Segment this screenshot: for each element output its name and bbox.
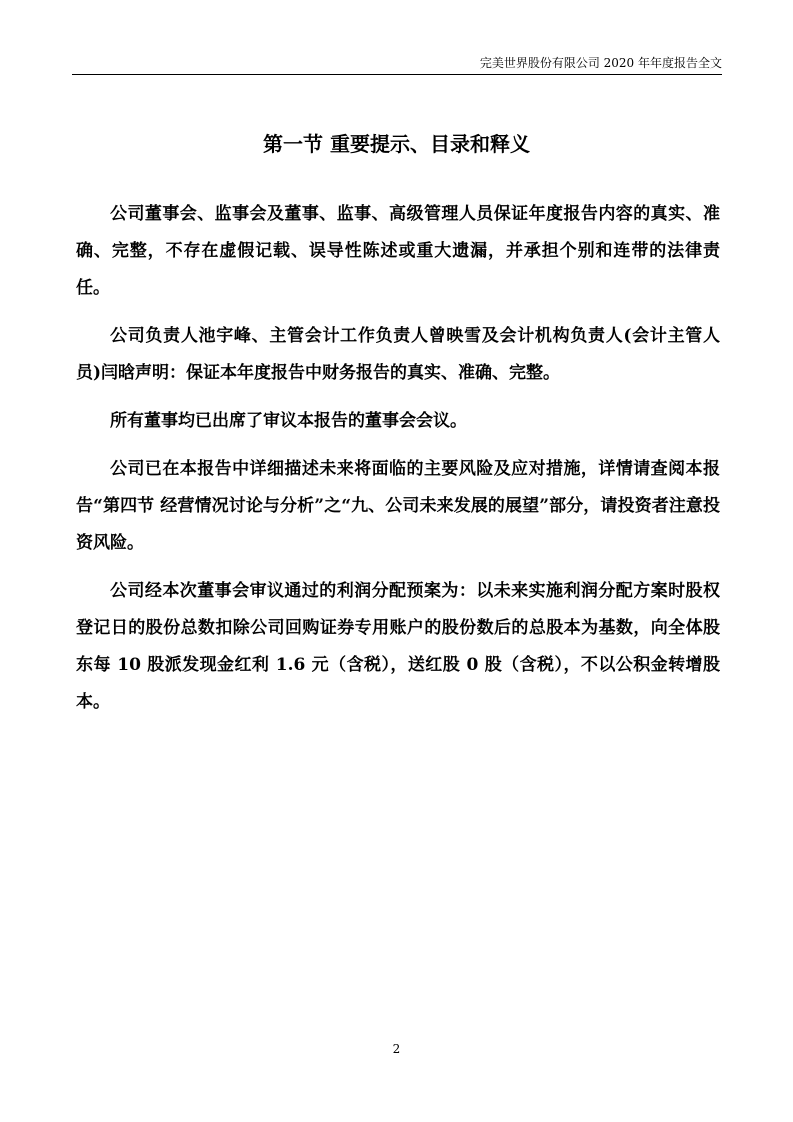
- section-title: 第一节 重要提示、目录和释义: [263, 132, 530, 156]
- paragraph-financial-declaration: 公司负责人池宇峰、主管会计工作负责人曾映雪及会计机构负责人(会计主管人员)闫晗声明：保证本年度报告中财务报告的真实、准确、完整。: [76, 326, 720, 383]
- paragraph-board-attendance: 所有董事均已出席了审议本报告的董事会会议。: [110, 411, 467, 431]
- header-report-title: 完美世界股份有限公司 2020 年年度报告全文: [479, 56, 722, 70]
- page-number: 2: [392, 1042, 401, 1056]
- page-header: [72, 54, 722, 75]
- paragraph-profit-distribution: 公司经本次董事会审议通过的利润分配预案为：以未来实施利润分配方案时股权登记日的股份总数扣除公司回购证券专用账户的股份数后的总股本为基数，向全体股东每 10 股派发现金红利 1.6 元（含税），送红股 0 股（含税），不以公积金转增股本。: [76, 581, 720, 712]
- paragraph-risk-notice: 公司已在本报告中详细描述未来将面临的主要风险及应对措施，详情请查阅本报告“第四节 经营情况讨论与分析”之“九、公司未来发展的展望”部分，请投资者注意投资风险。: [76, 459, 720, 553]
- body-text: [76, 196, 720, 732]
- paragraph-responsibility-statement: 公司董事会、监事会及董事、监事、高级管理人员保证年度报告内容的真实、准确、完整，不存在虚假记载、误导性陈述或重大遗漏，并承担个别和连带的法律责任。: [76, 204, 720, 298]
